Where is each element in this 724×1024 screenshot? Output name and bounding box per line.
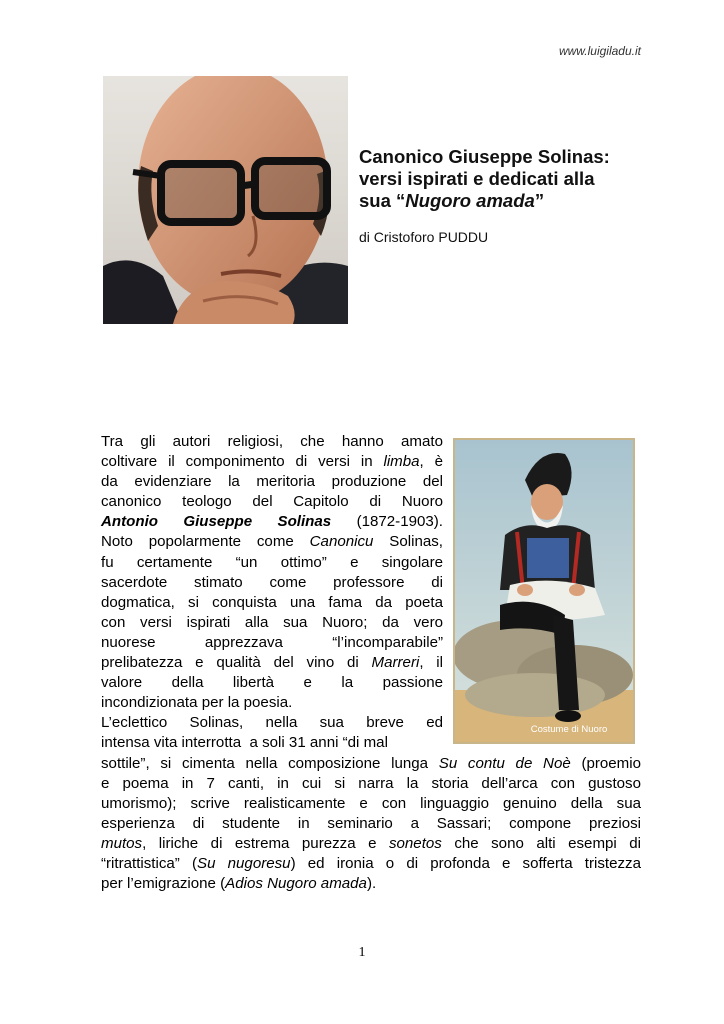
text-line: prelibatezza e qualità del vino di Marreri, il — [101, 654, 444, 672]
website-header: www.luigiladu.it — [558, 44, 641, 58]
title-line: Canonico Giuseppe Solinas: — [359, 146, 610, 167]
text-line: Antonio Giuseppe Solinas (1872-1903). — [101, 513, 443, 531]
text-line: Noto popolarmente come Canonicu Solinas, — [101, 533, 443, 551]
text-line: con versi ispirati alla sua Nuoro; da vero — [101, 613, 443, 631]
portrait-image — [103, 76, 348, 324]
text-line: coltivare il componimento di versi in limba, è — [101, 453, 443, 471]
text-line: fu certamente “un ottimo” e singolare — [101, 553, 443, 571]
text-line: esperienza di studente in seminario a Sassari; compone preziosi — [101, 814, 641, 832]
text-line: L’eclettico Solinas, nella sua breve ed — [101, 714, 443, 732]
figure-caption: Costume di Nuoro — [530, 724, 608, 735]
text-line: dogmatica, si conquista una fama da poeta — [101, 593, 443, 611]
text-line: intensa vita interrotta a soli 31 anni “di mal — [101, 734, 388, 752]
article-title — [359, 146, 659, 212]
text-line: e poema in 7 canti, in cui si narra la storia dell’arca con gustoso — [101, 774, 641, 792]
title-line: sua “Nugoro amada” — [359, 190, 545, 211]
text-line: Tra gli autori religiosi, che hanno amato — [101, 433, 443, 450]
portrait-photo — [103, 76, 348, 324]
page-number: 1 — [358, 945, 366, 960]
text-line: per l’emigrazione (Adios Nugoro amada). — [101, 875, 377, 893]
text-line: mutos, liriche di estrema purezza e sonetos che sono alti esempi di — [101, 834, 642, 852]
text-line: sottile”, si cimenta nella composizione lunga Su contu de Noè (proemio — [101, 754, 641, 772]
text-line: umorismo); scrive realisticamente e con linguaggio genuino della sua — [101, 794, 641, 812]
text-line: nuorese apprezzava “l’incomparabile” — [101, 633, 443, 651]
text-line: “ritrattistica” (Su nugoresu) ed ironia o di profonda e sofferta tristezza — [101, 854, 641, 872]
text-line: da evidenziare la meritoria produzione del — [101, 473, 443, 491]
title-line: versi ispirati e dedicati alla — [359, 168, 595, 189]
article-body — [101, 432, 641, 894]
text-line: valore della libertà e la passione — [101, 674, 443, 692]
text-line: canonico teologo del Capitolo di Nuoro — [101, 493, 443, 511]
text-line: incondizionata per la poesia. — [101, 694, 293, 712]
author-byline: di Cristoforo PUDDU — [359, 229, 489, 245]
text-line: sacerdote stimato come professore di — [101, 573, 443, 591]
